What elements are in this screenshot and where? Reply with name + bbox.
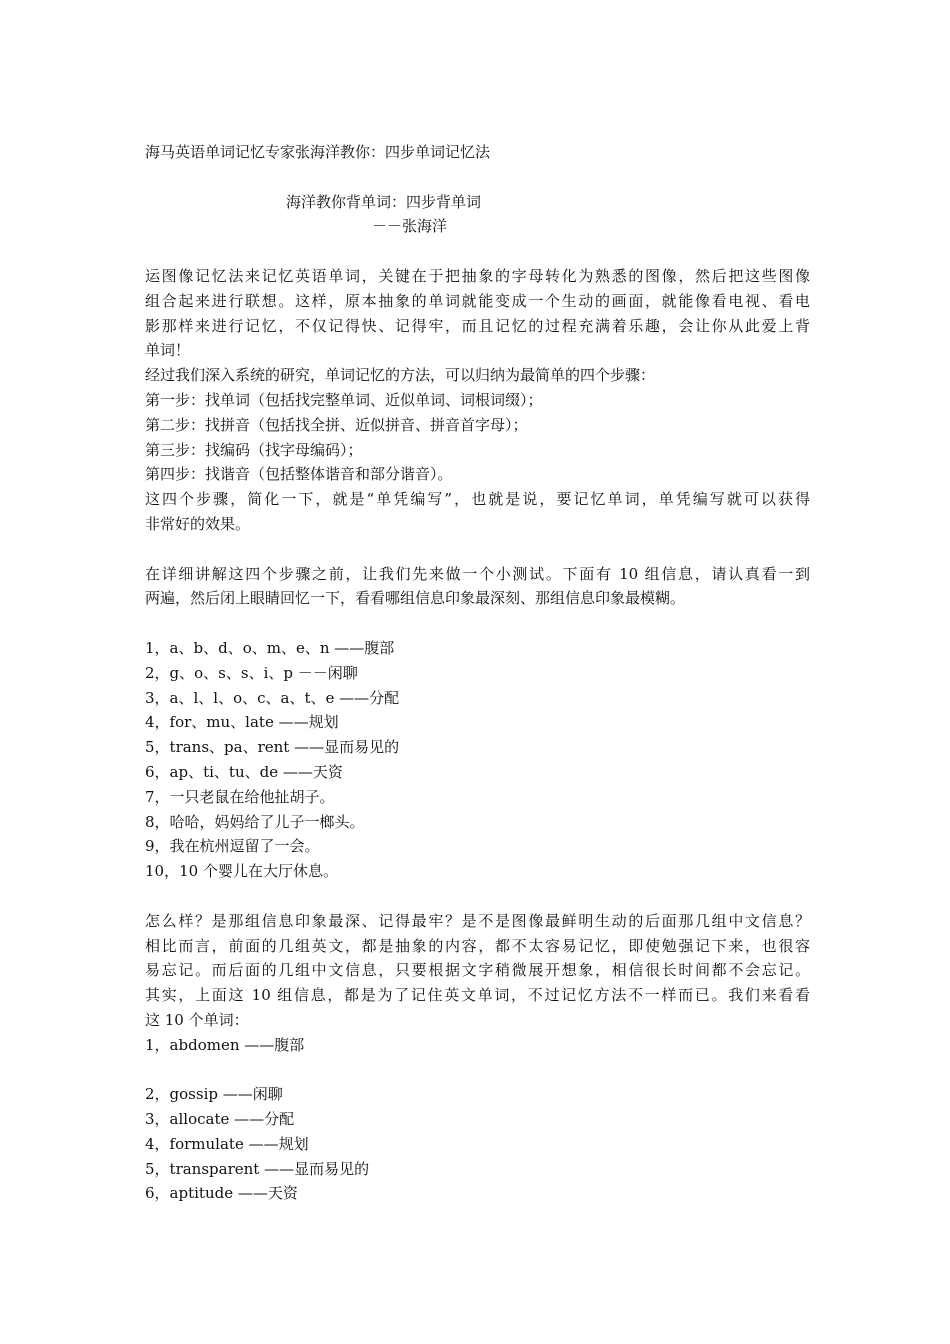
list-item: 5，trans、pa、rent ——显而易见的 bbox=[145, 738, 400, 757]
paragraph-line: 这四个步骤，简化一下，就是“单凭编写”，也就是说，要记忆单词，单凭编写就可以获得 bbox=[145, 490, 810, 509]
list-item: 9，我在杭州逗留了一会。 bbox=[145, 837, 320, 856]
test-intro-paragraph bbox=[145, 562, 810, 612]
step-item: 第四步：找谐音（包括整体谐音和部分谐音）。 bbox=[145, 465, 453, 484]
paragraph-line: 其实，上面这 10 组信息，都是为了记住英文单词，不过记忆方法不一样而已。我们来看看 bbox=[145, 986, 810, 1005]
paragraph-line: 在详细讲解这四个步骤之前，让我们先来做一个小测试。下面有 10 组信息，请认真看一到 bbox=[145, 564, 810, 583]
paragraph-line: 组合起来进行联想。这样，原本抽象的单词就能变成一个生动的画面，就能像看电视、看电 bbox=[145, 291, 810, 310]
spacer bbox=[145, 165, 810, 190]
list-item: 3，a、l、l、o、c、a、t、e ——分配 bbox=[145, 688, 400, 707]
steps-list bbox=[145, 388, 810, 487]
spacer bbox=[145, 239, 810, 264]
word-item: 6，aptitude ——天资 bbox=[145, 1184, 298, 1203]
author-line: －－张海洋 bbox=[372, 217, 448, 236]
paragraph-line: 非常好的效果。 bbox=[145, 514, 251, 533]
paragraph-line: 怎么样？是那组信息印象最深、记得最牢？是不是图像最鲜明生动的后面那几组中文信息？ bbox=[145, 911, 810, 930]
spacer bbox=[145, 537, 810, 562]
step-item: 第一步：找单词（包括找完整单词、近似单词、词根词缀）； bbox=[145, 390, 543, 409]
step-item: 第三步：找编码（找字母编码）； bbox=[145, 440, 363, 459]
word-item: 1，abdomen ——腹部 bbox=[145, 1035, 305, 1054]
paragraph-line: 相比而言，前面的几组英文，都是抽象的内容，都不太容易记忆，即使勉强记下来，也很容 bbox=[145, 936, 810, 955]
word-item: 4，formulate ——规划 bbox=[145, 1134, 309, 1153]
word-item: 2，gossip ——闲聊 bbox=[145, 1085, 283, 1104]
analysis-paragraph bbox=[145, 909, 810, 1033]
word-item: 3，allocate ——分配 bbox=[145, 1110, 295, 1129]
document-body bbox=[145, 140, 810, 1206]
test-items-list bbox=[145, 636, 810, 884]
list-item: 6，ap、ti、tu、de ——天资 bbox=[145, 762, 343, 781]
intro-paragraph bbox=[145, 264, 810, 363]
paragraph-line: 这 10 个单词： bbox=[145, 1010, 249, 1029]
paragraph-line: 影那样来进行记忆，不仅记得快、记得牢，而且记忆的过程充满着乐趣，会让你从此爱上背 bbox=[145, 316, 810, 335]
spacer bbox=[145, 1057, 810, 1082]
spacer bbox=[145, 611, 810, 636]
paragraph-line: 单词！ bbox=[145, 341, 191, 360]
word-item: 5，transparent ——显而易见的 bbox=[145, 1159, 370, 1178]
spacer bbox=[145, 884, 810, 909]
document-title: 海马英语单词记忆专家张海洋教你：四步单词记忆法 bbox=[145, 143, 491, 161]
step-item: 第二步：找拼音（包括找全拼、近似拼音、拼音首字母）； bbox=[145, 415, 528, 434]
paragraph-line: 易忘记。而后面的几组中文信息，只要根据文字稍微展开想象，相信很长时间都不会忘记。 bbox=[145, 961, 810, 980]
list-item: 1，a、b、d、o、m、e、n ——腹部 bbox=[145, 638, 395, 657]
summary-paragraph bbox=[145, 487, 810, 537]
list-item: 2，g、o、s、s、i、p －－闲聊 bbox=[145, 663, 358, 682]
paragraph-line: 运图像记忆法来记忆英语单词，关键在于把抽象的字母转化为熟悉的图像，然后把这些图像 bbox=[145, 266, 810, 285]
research-line: 经过我们深入系统的研究，单词记忆的方法，可以归纳为最简单的四个步骤： bbox=[145, 366, 656, 385]
list-item: 4，for、mu、late ——规划 bbox=[145, 713, 339, 732]
section-subtitle: 海洋教你背单词：四步背单词 bbox=[286, 192, 482, 211]
word-items-list bbox=[145, 1082, 810, 1206]
list-item: 8，哈哈，妈妈给了儿子一榔头。 bbox=[145, 812, 365, 831]
paragraph-line: 两遍，然后闭上眼睛回忆一下，看看哪组信息印象最深刻、那组信息印象最模糊。 bbox=[145, 589, 686, 608]
list-item: 10，10 个婴儿在大厅休息。 bbox=[145, 862, 338, 881]
list-item: 7，一只老鼠在给他扯胡子。 bbox=[145, 787, 335, 806]
